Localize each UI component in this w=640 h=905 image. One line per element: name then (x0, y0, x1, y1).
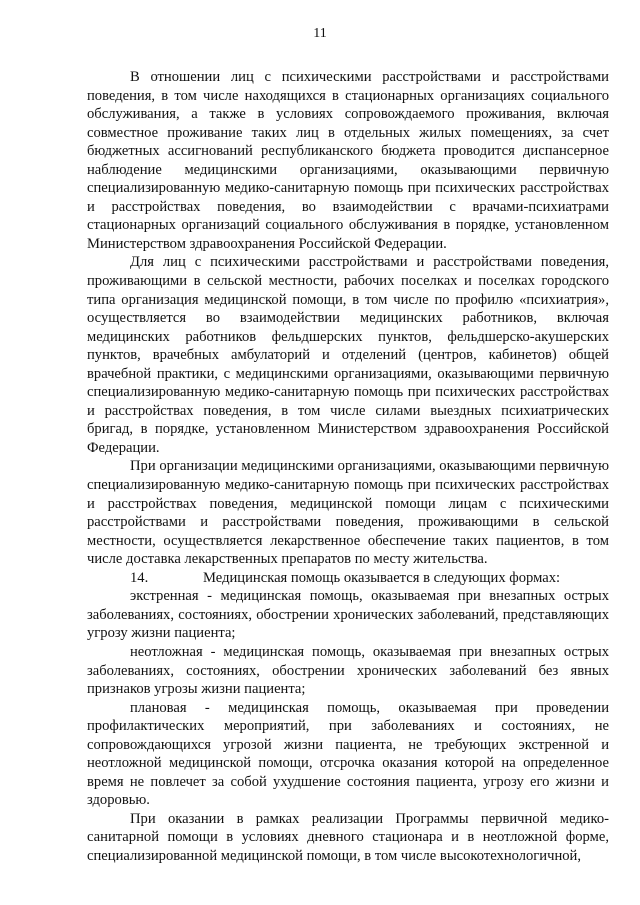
item-14-text: Медицинская помощь оказывается в следующих формах: (203, 569, 561, 586)
page-number: 11 (313, 26, 327, 41)
paragraph-rural-psychiatric-care: Для лиц с психическими расстройствами и расстройствами поведения, проживающими в сельской местности, рабочих поселках и поселках городского типа организация медицинской помощи, в том числе по профилю «психиатрия», осуществляется во взаимодействии медицинских работников, включая медицинских работников фельдшерских пунктов, фельдшерско-акушерских пунктов, врачебных амбулаторий и отделений (центров, кабинетов) общей врачебной практики, с медицинскими организациями, оказывающими первичную специализированную медико-санитарную помощь при психических расстройствах и расстройствах поведения, в том числе силами выездных психиатрических бригад, в порядке, установленном Министерством здравоохранения Российской Федерации. (87, 254, 609, 456)
item-14-number: 14. (130, 569, 149, 586)
document-body (87, 68, 609, 866)
form-emergency: экстренная - медицинская помощь, оказываемая при внезапных острых заболеваниях, состояниях, обострении хронических заболеваний, представляющих угрозу жизни пациента; (87, 588, 609, 642)
paragraph-program-provision: При оказании в рамках реализации Программы первичной медико-санитарной помощи в условиях дневного стационара и в неотложной форме, специализированной медицинской помощи, в том числе высокотехнологичной, (87, 810, 609, 864)
form-urgent: неотложная - медицинская помощь, оказываемая при внезапных острых заболеваниях, состояниях, обострении хронических заболеваний без явных признаков угрозы жизни пациента; (87, 643, 609, 698)
form-planned: плановая - медицинская помощь, оказываемая при проведении профилактических мероприятий, при заболеваниях и состояниях, не сопровождающихся угрозой жизни пациента, не требующих экстренной и неотложной медицинской помощи, отсрочка оказания которой на определенное время не повлечет за собой ухудшение состояния пациента, угрозу его жизни и здоровью. (87, 699, 609, 809)
paragraph-psychiatric-dispensary: В отношении лиц с психическими расстройствами и расстройствами поведения, в том числе находящихся в стационарных организациях социального обслуживания, а также в условиях сопровождаемого проживания, включая совместное проживание таких лиц в отдельных жилых помещениях, за счет бюджетных ассигнований республиканского бюджета проводится диспансерное наблюдение медицинскими организациями, оказывающими первичную специализированную медико-санитарную помощь при психических расстройствах и расстройствах поведения, во взаимодействии с врачами-психиатрами стационарных организаций социального обслуживания в порядке, установленном Министерством здравоохранения Российской Федерации. (87, 69, 609, 252)
item-14 (87, 569, 609, 588)
paragraph-drug-provision: При организации медицинскими организациями, оказывающими первичную специализированную медико-санитарную помощь при психических расстройствах и расстройствах поведения, медицинской помощи лицам с психическими расстройствами и расстройствами поведения, проживающими в сельской местности, осуществляется лекарственное обеспечение таких пациентов, в том числе доставка лекарственных препаратов по месту жительства. (87, 458, 609, 568)
